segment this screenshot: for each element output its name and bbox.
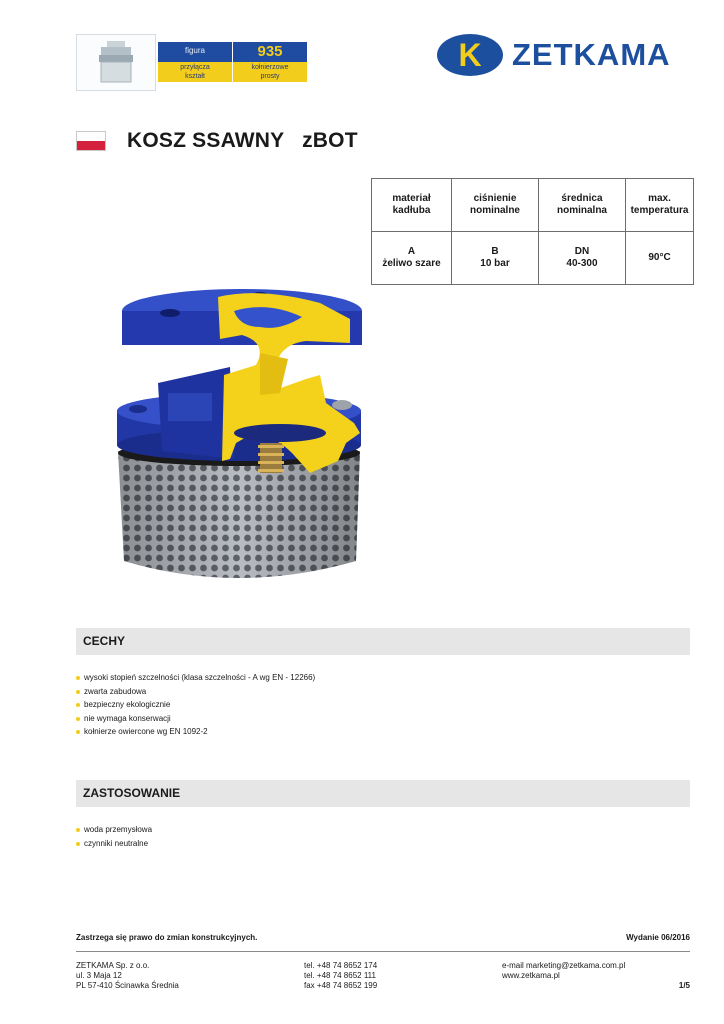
- bullet-icon: [76, 717, 80, 721]
- email-link[interactable]: e-mail marketing@zetkama.com.pl: [502, 961, 626, 970]
- list-item: kołnierze owiercone wg EN 1092-2: [76, 725, 315, 739]
- spec-header-cell: materiał kadłuba: [372, 179, 452, 232]
- product-cutaway-image: [110, 283, 372, 585]
- spec-table: [371, 178, 694, 285]
- list-item: nie wymaga konserwacji: [76, 712, 315, 726]
- company-phones: tel. +48 74 8652 174 tel. +48 74 8652 111 fax +48 74 8652 199: [304, 961, 378, 990]
- applications-list: [76, 823, 152, 850]
- figura-number: 935: [257, 43, 283, 60]
- connection-cell: [158, 63, 232, 81]
- spec-value-cell: A żeliwo szare: [372, 232, 452, 285]
- website-link[interactable]: www.zetkama.pl: [502, 971, 560, 980]
- section-title: ZASTOSOWANIE: [83, 786, 181, 800]
- spec-header-cell: ciśnienie nominalne: [452, 179, 539, 232]
- shape-value: prosty: [260, 73, 280, 80]
- company-web: [502, 961, 625, 981]
- list-item: bezpieczny ekologicznie: [76, 698, 315, 712]
- edition-label: Wydanie 06/2016: [626, 933, 690, 942]
- logo-letter: K: [458, 37, 482, 73]
- company-address: ZETKAMA Sp. z o.o. ul. 3 Maja 12 PL 57-410 Ścinawka Średnia: [76, 961, 179, 990]
- connection-label: przyłącza: [180, 64, 210, 71]
- spec-header-cell: średnica nominalna: [539, 179, 626, 232]
- list-item: wysoki stopień szczelności (klasa szczelności - A wg EN - 12266): [76, 671, 315, 685]
- section-header-cechy: [76, 628, 690, 655]
- connection-value-cell: [233, 63, 307, 81]
- list-item: woda przemysłowa: [76, 823, 152, 837]
- poland-flag-icon: [76, 131, 106, 151]
- bullet-icon: [76, 690, 80, 694]
- footer-notice: Zastrzega się prawo do zmian konstrukcyjnych.: [76, 933, 258, 942]
- spec-value-cell: 90°C: [626, 232, 694, 285]
- spec-header-cell: max. temperatura: [626, 179, 694, 232]
- zetkama-logo: [437, 34, 689, 76]
- list-item: zwarta zabudowa: [76, 685, 315, 699]
- page-number: 1/5: [678, 981, 690, 990]
- section-header-zastosowanie: [76, 780, 690, 807]
- bullet-icon: [76, 703, 80, 707]
- spec-value-cell: DN 40-300: [539, 232, 626, 285]
- page-title: KOSZ SSAWNY zBOT: [127, 129, 358, 152]
- figura-label: figura: [184, 46, 205, 55]
- spec-header-row: [372, 179, 694, 232]
- shape-label: kształt: [185, 73, 205, 80]
- bullet-icon: [76, 676, 80, 680]
- spec-value-row: [372, 232, 694, 285]
- section-title: CECHY: [83, 634, 126, 648]
- bullet-icon: [76, 828, 80, 832]
- connection-value: kołnierzowe: [251, 64, 289, 71]
- logo-brand: ZETKAMA: [512, 37, 671, 72]
- product-thumbnail: [76, 34, 156, 91]
- bullet-icon: [76, 842, 80, 846]
- features-list: [76, 671, 315, 739]
- spec-value-cell: B 10 bar: [452, 232, 539, 285]
- figure-info-box: [158, 42, 307, 82]
- bullet-icon: [76, 730, 80, 734]
- list-item: czynniki neutralne: [76, 837, 152, 851]
- footer-divider: [76, 951, 690, 952]
